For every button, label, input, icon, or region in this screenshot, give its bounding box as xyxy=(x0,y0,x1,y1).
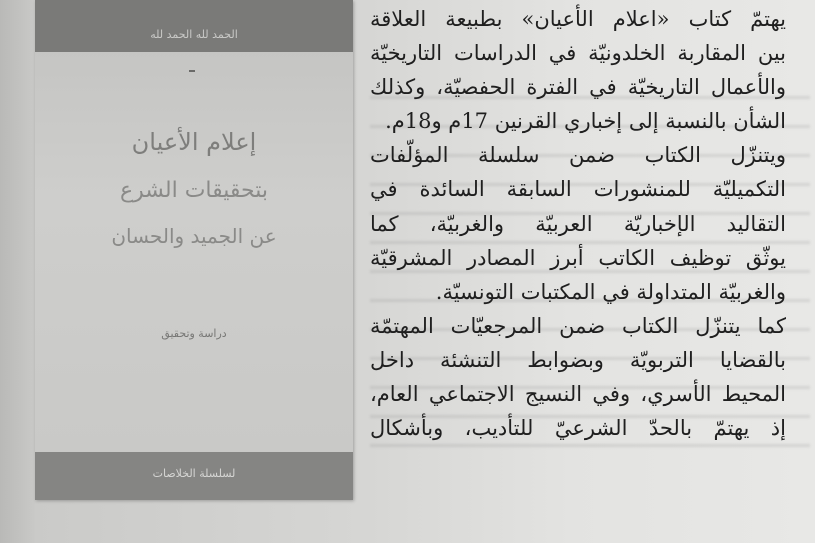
article-line: التقاليد الإخباريّة العربيّة والغربيّة، كما xyxy=(370,211,786,236)
article-line: والغربيّة المتداولة في المكتبات التونسيّة. xyxy=(435,279,786,304)
left-margin-shadow xyxy=(0,0,35,543)
book-author-line-1: دراسة وتحقيق xyxy=(161,327,227,340)
book-title-line-3: عن الجميد والحسان xyxy=(111,224,277,248)
article-line: إذ يهتمّ بالحدّ الشرعيّ للتأديب، وبأشكال xyxy=(370,416,786,441)
book-cover-top-band xyxy=(35,0,353,52)
article-line: يوثّق توظيف الكاتب أبرز المصادر المشرقيّة xyxy=(370,245,786,270)
article-line: ويتنزّل الكتاب ضمن سلسلة المؤلّفات xyxy=(370,143,786,168)
book-publisher-label: لسلسلة الخلاصات xyxy=(152,467,236,480)
article-line: التكميليّة للمنشورات السابقة السائدة في xyxy=(370,177,786,202)
article-line: والأعمال التاريخيّة في الفترة الحفصيّة، وكذلك xyxy=(370,75,786,100)
book-series-label: الحمد لله الحمد لله xyxy=(150,28,238,41)
book-title-line-2: بتحقيقات الشرع xyxy=(120,178,268,203)
book-cover-ornament xyxy=(189,70,195,72)
article-line: بين المقاربة الخلدونيّة في الدراسات التاريخيّة xyxy=(370,41,786,66)
article-line: بالقضايا التربويّة وبضوابط التنشئة داخل xyxy=(370,347,786,372)
article-text-column xyxy=(370,2,786,445)
book-title-line-1: إعلام الأعيان xyxy=(131,128,257,156)
book-author-block xyxy=(135,325,253,343)
article-line: كما يتنزّل الكتاب ضمن المرجعيّات المهتمّة xyxy=(370,313,786,338)
book-cover-bottom-band xyxy=(35,452,353,500)
article-line: يهتمّ كتاب «اعلام الأعيان» بطبيعة العلاقة xyxy=(370,7,786,31)
article-line: المحيط الأسري، وفي النسيج الاجتماعي العام، xyxy=(370,382,786,407)
book-cover-image xyxy=(35,0,353,500)
article-line: الشأن بالنسبة إلى إخباري القرنين 17م و18م. xyxy=(385,109,786,134)
